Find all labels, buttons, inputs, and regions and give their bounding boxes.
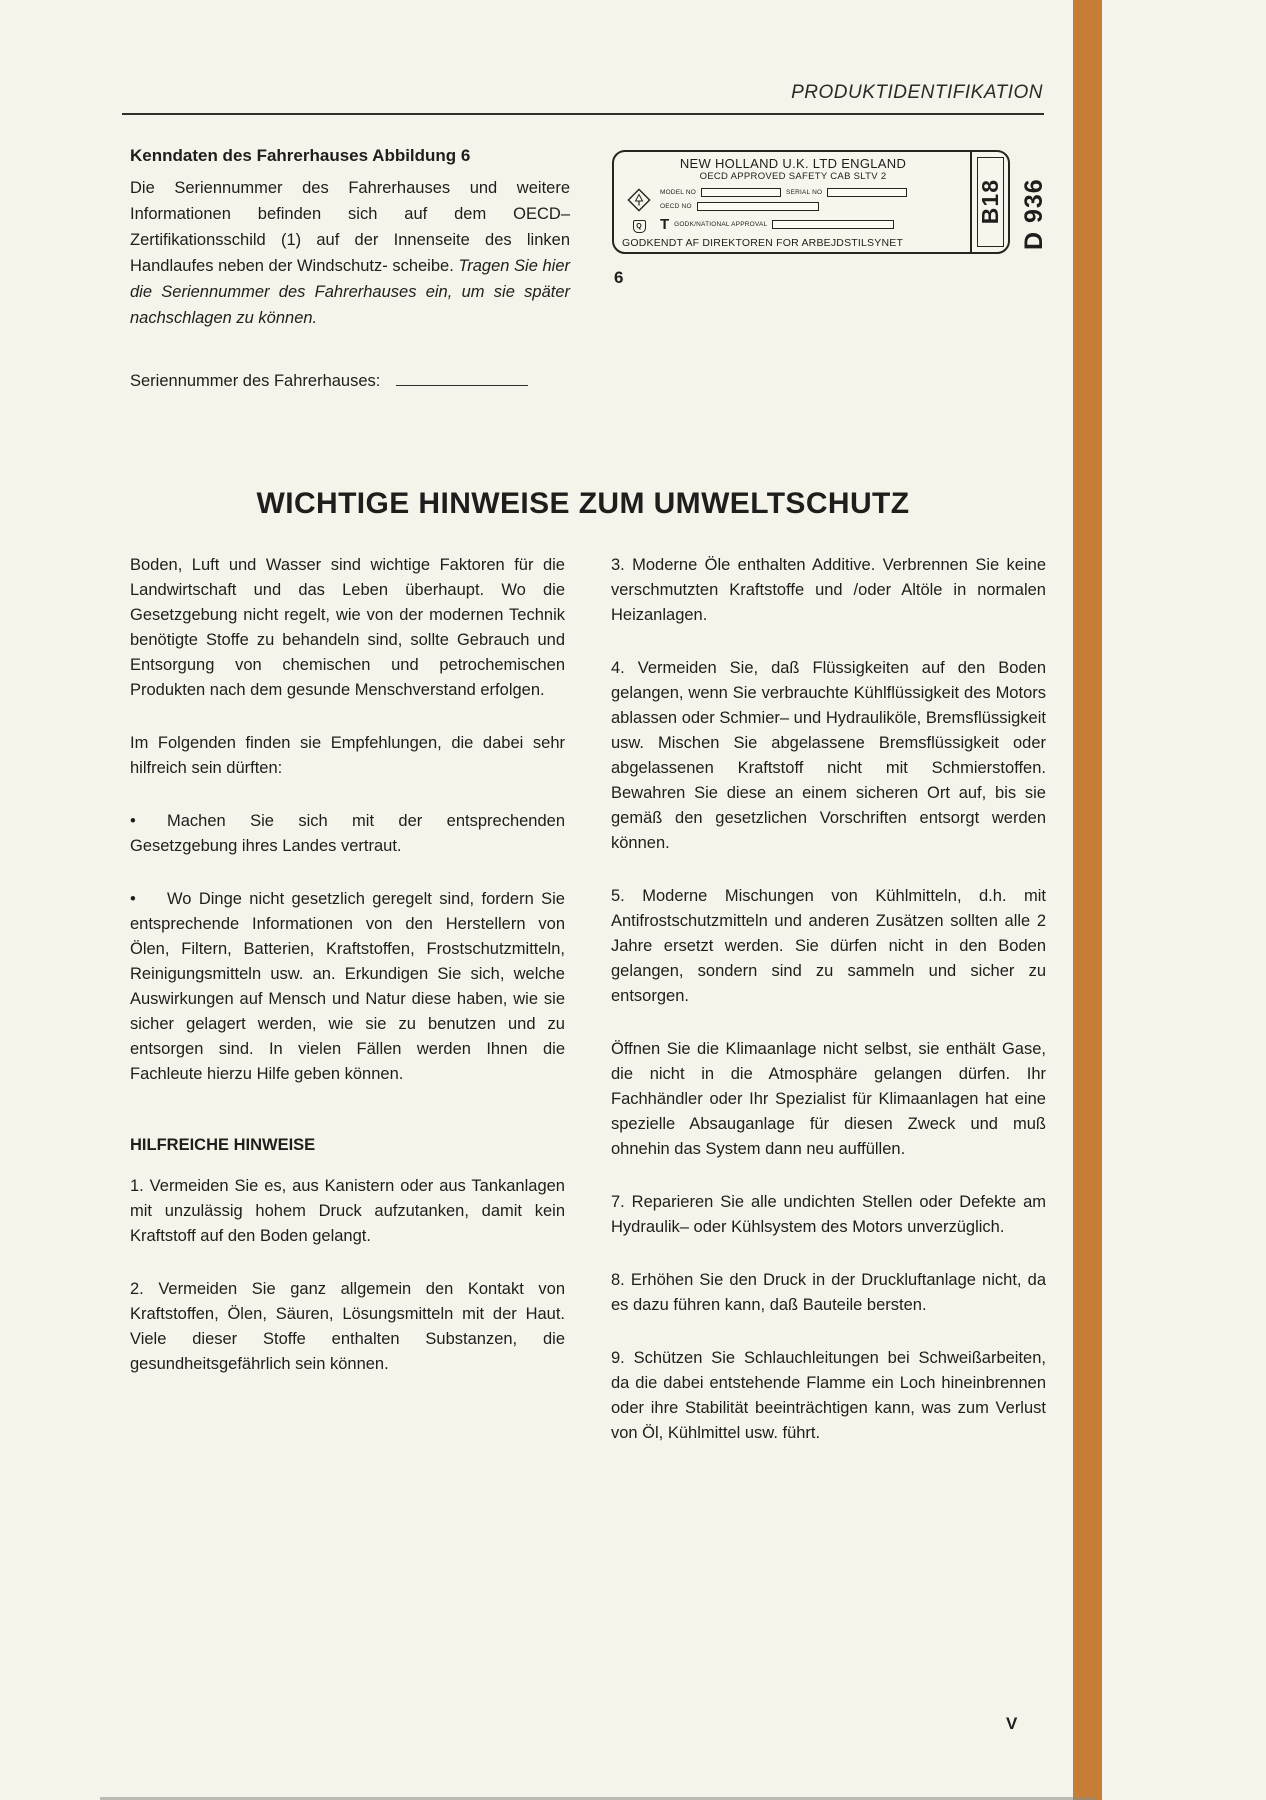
right-column [611,553,1046,1474]
plate-shield-icon [633,220,646,233]
environment-section-title: WICHTIGE HINWEISE ZUM UMWELTSCHUTZ [256,487,910,520]
plate-side-code: B18 [976,179,1003,225]
hint-item-2: 2. Vermeiden Sie ganz allgemein den Kontakt von Kraftstoffen, Ölen, Säuren, Lösungsmitteln mit der Haut. Viele dieser Stoffe enthalten Substanzen, die gesundheitsgefährlich sein können. [130,1280,565,1373]
paragraph-air-conditioning: Öffnen Sie die Klimaanlage nicht selbst, sie enthält Gase, die nicht in die Atmosphäre gelangen dürfen. Ihr Fachhändler oder Ihr Spezialist für Klimaanlagen hat eine spezielle Absauganlage für diesen Zweck und muß ohnehin das System dann neu auffüllen. [611,1040,1046,1158]
hint-item-3: 3. Moderne Öle enthalten Additive. Verbrennen Sie keine verschmutzten Kraftstoffe und /oder Altöle in normalen Heizanlagen. [611,556,1046,624]
plate-bottom-line: GODKENDT AF DIREKTOREN FOR ARBEJDSTILSYNET [622,237,904,249]
national-approval-label: GODK/NATIONAL APPROVAL [674,220,768,228]
plate-row-model-serial [660,188,966,197]
oecd-no-box [697,202,819,211]
cab-body-italic: Tragen Sie hier die Seriennummer des Fahrerhauses ein, um sie später nachschlagen zu können. [130,257,570,327]
left-column [130,553,565,1474]
bullet-item-2 [130,887,565,1087]
bullet-icon: • [130,890,136,908]
plate-manufacturer-line: NEW HOLLAND U.K. LTD ENGLAND [679,156,907,171]
hint-item-8: 8. Erhöhen Sie den Druck in der Druckluftanlage nicht, da es dazu führen kann, daß Bauteile bersten. [611,1271,1046,1314]
hint-item-1: 1. Vermeiden Sie es, aus Kanistern oder aus Tankanlagen mit unzulässig hohem Druck aufzutanken, damit kein Kraftstoff auf den Boden gelangt. [130,1177,565,1245]
paragraph-recommendations: Im Folgenden finden sie Empfehlungen, die dabei sehr hilfreich sein dürften: [130,734,565,777]
bullet-item-2-text: Wo Dinge nicht gesetzlich geregelt sind, fordern Sie entsprechende Informationen von den Herstellern von Ölen, Filtern, Batterien, Kraftstoffen, Frostschutzmitteln, Reinigungsmitteln usw. an. Erkundigen Sie sich, welche Auswirkungen auf Mensch und Natur diese haben, wie sie sicher gelagert werden, wie sie zu benutzen und zu entsorgen sind. In vielen Fällen werden Ihnen die Fachleute hierzu Hilfe geben können. [130,890,565,1083]
model-no-label: MODEL NO [660,188,697,196]
bullet-icon: • [130,812,136,830]
serial-number-label: Seriennummer des Fahrerhauses: [130,372,381,390]
national-approval-box [772,220,894,229]
plate-approval-line: OECD APPROVED SAFETY CAB SLTV 2 [699,171,887,182]
running-header: PRODUKTIDENTIFIKATION [791,82,1043,103]
t-mark: T [660,215,670,233]
plate-field-rows [658,182,966,237]
hint-item-5: 5. Moderne Mischungen von Kühlmitteln, d.h. mit Antifrostschutzmitteln und anderen Zusätzen sollten alle 2 Jahre ersetzt werden. Sie dürfen nicht in den Boden gelangen, sondern sind zu sammeln und sicher zu entsorgen. [611,887,1046,1005]
plate-side-code-box [977,157,1004,247]
header-rule [122,113,1044,115]
serial-no-box [827,188,907,197]
oecd-diamond-icon [626,187,652,218]
paragraph-intro: Boden, Luft und Wasser sind wichtige Faktoren für die Landwirtschaft und das Leben überhaupt. Wo die Gesetzgebung nicht regelt, wie von der modernen Technik benötigte Stoffe zu behandeln sind, sollte Gebrauch und Entsorgung von chemischen und petrochemischen Produkten nach dem gesunde Menschverstand erfolgen. [130,556,565,699]
helpful-hints-subheading: HILFREICHE HINWEISE [130,1136,316,1154]
plate-logo-column [620,182,658,237]
hint-item-4: 4. Vermeiden Sie, daß Flüssigkeiten auf den Boden gelangen, wenn Sie verbrauchte Kühlflüssigkeit des Motors ablassen oder Schmier– und Hydrauliköle, Bremsflüssigkeit usw. Mischen Sie abgelassene Bremsflüssigkeit oder abgelassenen Kraftstoff nicht mit Schmierstoffen. Bewahren Sie diese an einem sicheren Ort auf, bis sie gemäß den gesetzlichen Vorschriften entsorgt werden können. [611,659,1046,852]
figure-number: 6 [614,268,624,287]
serial-no-label: SERIAL NO [786,188,823,196]
plate-shield-letter: Q [636,222,642,230]
model-no-box [701,188,781,197]
bullet-item-1-text: Machen Sie sich mit der entsprechenden Gesetzgebung ihres Landes vertraut. [130,812,565,855]
plate-fields-area [620,182,966,237]
cab-serial-section [130,146,570,331]
plate-side-cell [970,152,1008,252]
cab-heading: Kenndaten des Fahrerhauses Abbildung 6 [130,146,471,165]
bullet-item-1 [130,809,565,859]
plate-main-area [614,152,970,252]
hint-item-7: 7. Reparieren Sie alle undichten Stellen oder Defekte am Hydraulik– oder Kühlsystem des Motors unverzüglich. [611,1193,1046,1236]
plate-row-approval [660,217,966,232]
plate-outer-code: D 936 [1020,178,1048,250]
oecd-no-label: OECD NO [660,203,692,210]
oecd-certification-plate [612,150,1048,254]
two-column-text [130,553,1046,1474]
cab-body [130,175,570,331]
hint-item-9: 9. Schützen Sie Schlauchleitungen bei Schweißarbeiten, da die dabei entstehende Flamme ein Loch hineinbrennen oder ihre Stabilität beeinträchtigen kann, was zum Verlust von Öl, Kühlmittel usw. führt. [611,1349,1046,1442]
figure-6 [612,150,1062,288]
serial-number-line [130,372,528,391]
page-number: V [1006,1714,1018,1733]
cab-body-regular: Die Seriennummer des Fahrerhauses und weitere Informationen befinden sich auf dem OECD–Zertifikationsschild (1) auf der Innenseite des linken Handlaufes neben der Windschutz- scheibe. [130,179,570,275]
plate-row-oecd [660,202,966,211]
serial-entry-blank [396,372,528,386]
page-edge-stripe [1073,0,1102,1800]
